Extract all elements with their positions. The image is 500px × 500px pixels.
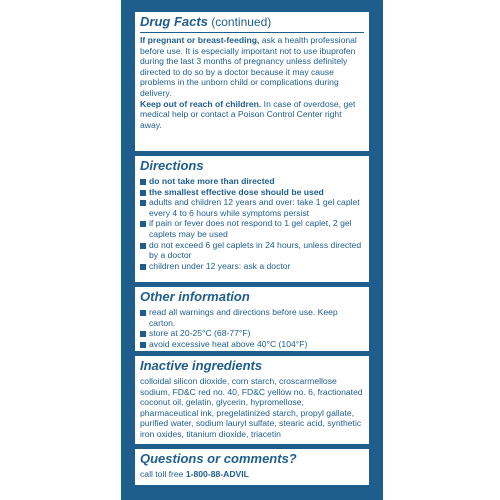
directions-item <box>140 187 364 198</box>
square-bullet-icon <box>140 179 146 185</box>
children-warning-text: In case of overdose, get medical help or contact a Poison Control Center right away. <box>140 98 356 130</box>
square-bullet-icon <box>140 264 146 270</box>
directions-item <box>140 197 364 218</box>
directions-item-text: children under 12 years: ask a doctor <box>149 260 291 271</box>
inactive-ingredients-box <box>135 356 369 444</box>
square-bullet-icon <box>140 221 146 227</box>
directions-heading: Directions <box>140 158 204 173</box>
directions-item-text: the smallest effective dose should be used <box>149 186 324 197</box>
drug-facts-panel <box>121 0 383 500</box>
drug-facts-title-suffix: (continued) <box>207 15 272 29</box>
pregnancy-warning <box>140 35 364 99</box>
directions-item <box>140 240 364 261</box>
square-bullet-icon <box>140 243 146 249</box>
drug-facts-title <box>140 14 364 30</box>
questions-line <box>140 469 364 480</box>
children-warning-lead: Keep out of reach of children. <box>140 98 262 109</box>
questions-heading: Questions or comments? <box>140 451 297 466</box>
other-information-box <box>135 287 369 351</box>
other-information-item <box>140 328 364 339</box>
directions-item <box>140 176 364 187</box>
drug-facts-box <box>135 12 369 151</box>
other-information-item-text: avoid excessive heat above 40°C (104°F) <box>149 338 308 349</box>
inactive-ingredients-text: colloidal silicon dioxide, corn starch, croscarmellose sodium, FD&C red no. 40, FD&C yellow no. 6, fractionated coconut oil, gelatin, glycerin, hypromellose, pharmaceutical ink, pregelatinized starch, propyl gallate, purified water, sodium lauryl sulfate, stearic acid, synthetic iron oxides, titanium dioxide, triacetin <box>140 376 363 439</box>
square-bullet-icon <box>140 190 146 196</box>
directions-item-text: do not exceed 6 gel caplets in 24 hours, unless directed by a doctor <box>149 239 362 261</box>
drug-facts-title-text: Drug Facts <box>140 14 208 29</box>
questions-box <box>135 449 369 485</box>
title-divider <box>140 32 364 33</box>
other-information-item-text: store at 20-25°C (68-77°F) <box>149 328 251 339</box>
directions-item-text: adults and children 12 years and over: take 1 gel caplet every 4 to 6 hours while symptoms persist <box>149 197 360 218</box>
directions-list <box>140 176 364 271</box>
square-bullet-icon <box>140 331 146 337</box>
square-bullet-icon <box>140 200 146 206</box>
directions-item <box>140 261 364 272</box>
pregnancy-warning-text: ask a health professional before use. It is especially important not to use ibuprofen during the last 3 months of pregnancy unless definitely directed to do so by a doctor because it may cause problems in the unborn child or complications during delivery. <box>140 35 357 98</box>
directions-item-text: do not take more than directed <box>149 176 275 186</box>
other-information-item <box>140 307 364 328</box>
directions-item <box>140 218 364 239</box>
other-information-item <box>140 339 364 350</box>
other-information-heading: Other information <box>140 289 250 304</box>
pregnancy-warning-lead: If pregnant or breast-feeding, <box>140 35 260 45</box>
directions-box <box>135 156 369 282</box>
square-bullet-icon <box>140 310 146 316</box>
square-bullet-icon <box>140 342 146 348</box>
questions-phone-number: 1-800-88-ADVIL <box>185 469 249 479</box>
children-warning <box>140 99 364 131</box>
other-information-item-text: read all warnings and directions before use. Keep carton. <box>149 307 338 328</box>
directions-item-text: if pain or fever does not respond to 1 gel caplet, 2 gel caplets may be used <box>149 218 352 239</box>
other-information-list <box>140 307 364 349</box>
inactive-ingredients-heading: Inactive ingredients <box>140 358 263 373</box>
questions-prefix: call toll free <box>140 469 186 479</box>
